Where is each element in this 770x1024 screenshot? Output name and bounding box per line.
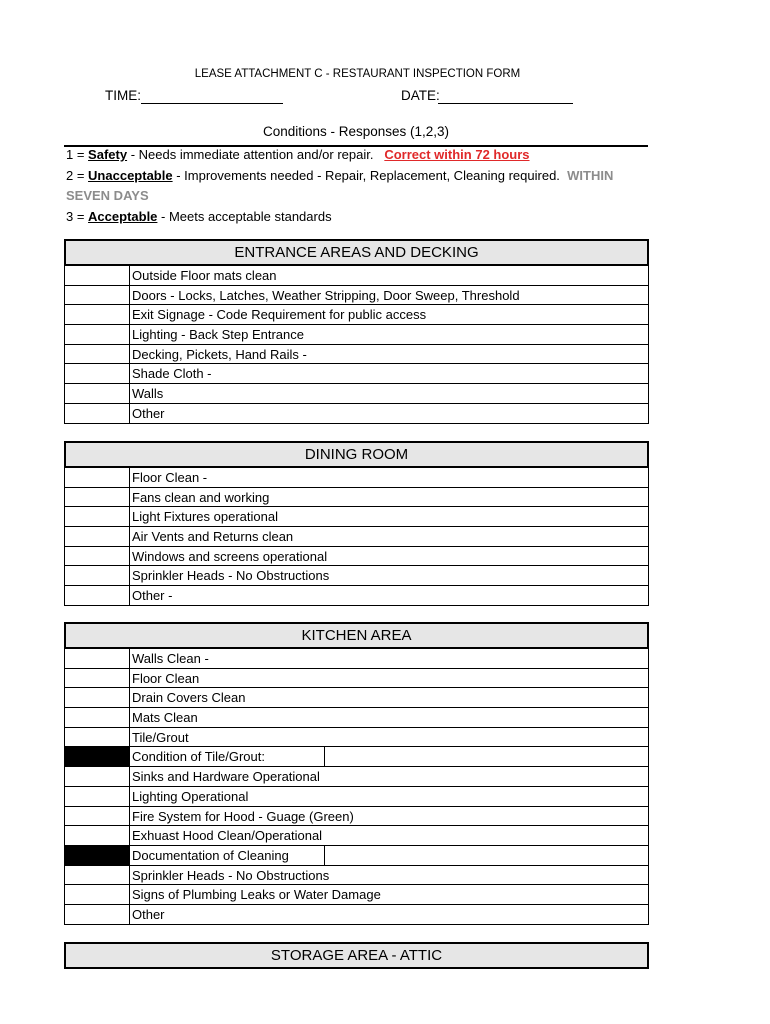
rating-cell[interactable]	[65, 266, 130, 285]
checklist-item-label: Lighting - Back Step Entrance	[132, 327, 304, 343]
checklist-item-label: Sprinkler Heads - No Obstructions	[132, 568, 330, 584]
rating-cell[interactable]	[65, 566, 130, 585]
table-row	[65, 787, 648, 807]
condition-term: Safety	[88, 147, 128, 162]
table-row	[65, 364, 648, 384]
conditions-heading: Conditions - Responses (1,2,3)	[262, 124, 450, 139]
table-row	[65, 404, 648, 424]
checklist-item-label: Other	[132, 405, 165, 421]
checklist-item-label: Mats Clean	[132, 710, 198, 726]
rating-cell[interactable]	[65, 586, 130, 605]
rating-cell[interactable]	[65, 905, 130, 924]
checklist-item-label: Sprinkler Heads - No Obstructions	[132, 867, 330, 883]
table-row	[65, 669, 648, 689]
checklist-table	[64, 468, 649, 606]
checklist-item-label: Documentation of Cleaning	[132, 847, 289, 863]
time-field[interactable]	[141, 88, 283, 104]
section-title: DINING ROOM	[64, 441, 649, 468]
date-label: DATE:	[401, 88, 440, 103]
table-row	[65, 728, 648, 748]
date-field[interactable]	[438, 88, 573, 104]
checklist-table	[64, 266, 649, 424]
section-title: ENTRANCE AREAS AND DECKING	[64, 239, 649, 266]
condition-term: Unacceptable	[88, 168, 173, 183]
notes-cell-divider	[324, 747, 325, 766]
checklist-item-label: Other	[132, 906, 165, 922]
condition-text: - Meets acceptable standards	[157, 209, 332, 224]
checklist-item-label: Light Fixtures operational	[132, 509, 278, 525]
table-row	[65, 586, 648, 606]
checklist-item-label: Windows and screens operational	[132, 548, 328, 564]
rating-cell[interactable]	[65, 305, 130, 324]
rating-cell	[65, 846, 130, 865]
rating-cell[interactable]	[65, 866, 130, 885]
rating-cell[interactable]	[65, 345, 130, 364]
table-row	[65, 305, 648, 325]
checklist-item-label: Fans clean and working	[132, 489, 270, 505]
rating-cell[interactable]	[65, 669, 130, 688]
table-row	[65, 547, 648, 567]
checklist-item-label: Exhuast Hood Clean/Operational	[132, 828, 323, 844]
rating-cell[interactable]	[65, 527, 130, 546]
table-row	[65, 649, 648, 669]
table-row	[65, 708, 648, 728]
table-row	[65, 345, 648, 365]
condition-text: - Needs immediate attention and/or repair.	[127, 147, 385, 162]
checklist-item-label: Air Vents and Returns clean	[132, 529, 294, 545]
checklist-item-label: Walls	[132, 386, 164, 402]
rating-cell[interactable]	[65, 364, 130, 383]
rating-cell[interactable]	[65, 325, 130, 344]
checklist-item-label: Signs of Plumbing Leaks or Water Damage	[132, 887, 381, 903]
condition-unacceptable	[66, 166, 656, 186]
checklist-item-label: Other -	[132, 588, 173, 604]
rating-cell	[65, 747, 130, 766]
rating-cell[interactable]	[65, 688, 130, 707]
checklist-item-label: Walls Clean -	[132, 651, 209, 666]
table-row	[65, 866, 648, 886]
checklist-item-label: Floor Clean -	[132, 470, 208, 485]
condition-text: - Improvements needed - Repair, Replacement, Cleaning required.	[172, 168, 568, 183]
table-row	[65, 384, 648, 404]
checklist-item-label: Shade Cloth -	[132, 366, 212, 382]
condition-number: 1 =	[66, 147, 89, 162]
table-row	[65, 527, 648, 547]
condition-deadline: WITHIN	[567, 168, 614, 183]
form-title: LEASE ATTACHMENT C - RESTAURANT INSPECTION FORM	[194, 68, 521, 80]
table-row	[65, 468, 648, 488]
condition-deadline-cont: SEVEN DAYS	[66, 188, 149, 203]
section-title: STORAGE AREA - ATTIC	[64, 942, 649, 969]
condition-deadline: Correct within 72 hours	[384, 147, 530, 162]
table-row	[65, 767, 648, 787]
section-storage	[64, 942, 649, 969]
rating-cell[interactable]	[65, 649, 130, 668]
table-row	[65, 286, 648, 306]
checklist-item-label: Decking, Pickets, Hand Rails -	[132, 346, 307, 362]
table-row	[65, 905, 648, 925]
rating-cell[interactable]	[65, 384, 130, 403]
condition-number: 3 =	[66, 209, 89, 224]
rating-cell[interactable]	[65, 286, 130, 305]
table-row	[65, 325, 648, 345]
condition-acceptable	[66, 207, 332, 227]
rating-cell[interactable]	[65, 507, 130, 526]
table-row	[65, 885, 648, 905]
rating-cell[interactable]	[65, 885, 130, 904]
checklist-item-label: Doors - Locks, Latches, Weather Stripping, Door Sweep, Threshold	[132, 287, 520, 303]
condition-safety	[66, 145, 530, 165]
checklist-item-label: Floor Clean	[132, 670, 200, 686]
rating-cell[interactable]	[65, 728, 130, 747]
rating-cell[interactable]	[65, 708, 130, 727]
rating-cell[interactable]	[65, 488, 130, 507]
time-label: TIME:	[105, 88, 141, 103]
section-title: KITCHEN AREA	[64, 622, 649, 649]
checklist-item-label: Outside Floor mats clean	[132, 268, 277, 283]
table-row	[65, 688, 648, 708]
table-row	[65, 807, 648, 827]
checklist-table	[64, 649, 649, 925]
section-kitchen	[64, 622, 649, 925]
rating-cell[interactable]	[65, 787, 130, 806]
condition-number: 2 =	[66, 168, 89, 183]
table-row	[65, 488, 648, 508]
checklist-item-label: Drain Covers Clean	[132, 690, 246, 706]
section-dining	[64, 441, 649, 606]
condition-term: Acceptable	[88, 209, 158, 224]
table-row	[65, 566, 648, 586]
checklist-item-label: Fire System for Hood - Guage (Green)	[132, 808, 354, 824]
table-row	[65, 846, 648, 866]
section-entrance	[64, 239, 649, 424]
rating-cell[interactable]	[65, 404, 130, 423]
checklist-item-label: Condition of Tile/Grout:	[132, 749, 265, 765]
checklist-item-label: Exit Signage - Code Requirement for public access	[132, 307, 427, 323]
notes-cell-divider	[324, 846, 325, 865]
table-row	[65, 826, 648, 846]
checklist-item-label: Lighting Operational	[132, 788, 249, 804]
table-row	[65, 266, 648, 286]
table-row	[65, 507, 648, 527]
checklist-item-label: Sinks and Hardware Operational	[132, 769, 320, 785]
rating-cell[interactable]	[65, 767, 130, 786]
rating-cell[interactable]	[65, 807, 130, 826]
table-row	[65, 747, 648, 767]
rating-cell[interactable]	[65, 468, 130, 487]
checklist-item-label: Tile/Grout	[132, 729, 189, 745]
rating-cell[interactable]	[65, 547, 130, 566]
rating-cell[interactable]	[65, 826, 130, 845]
